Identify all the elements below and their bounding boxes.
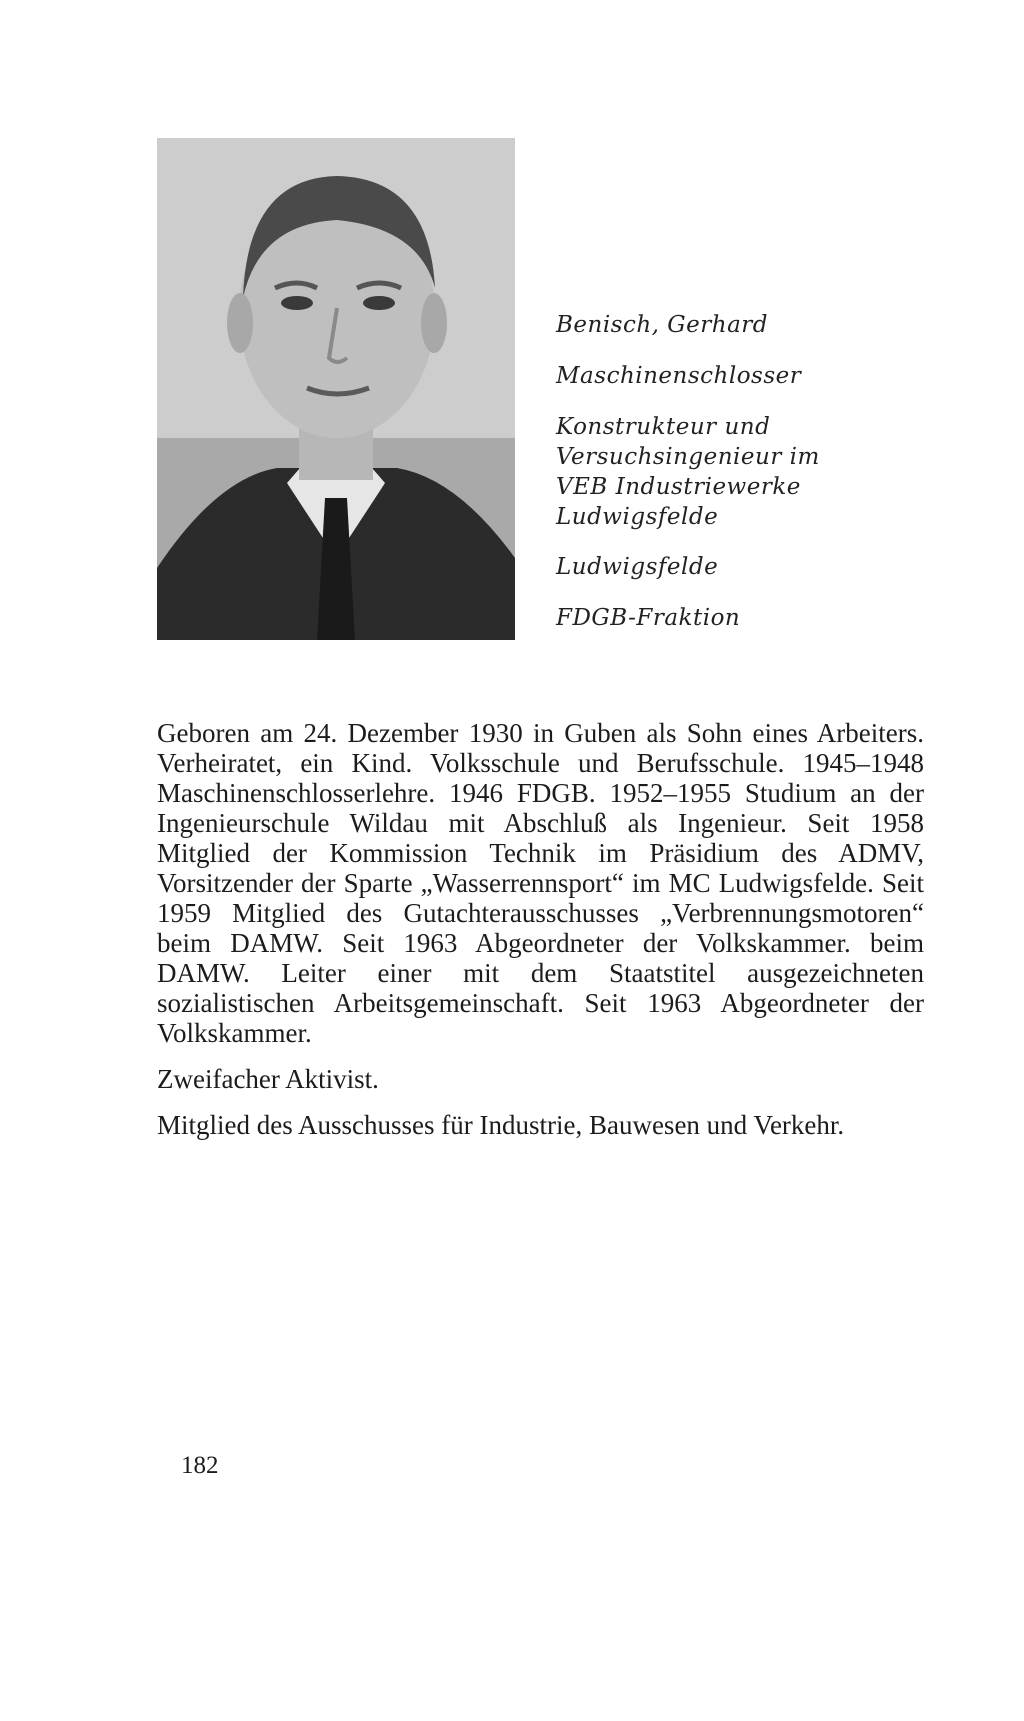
portrait-photo bbox=[157, 138, 515, 640]
biography-paragraph-2: Zweifacher Aktivist. bbox=[157, 1064, 379, 1094]
member-name: Benisch, Gerhard bbox=[556, 312, 769, 338]
member-info bbox=[556, 310, 916, 654]
portrait-illustration bbox=[157, 138, 515, 640]
member-profession: Maschinenschlosser bbox=[556, 363, 802, 389]
page-number: 182 bbox=[181, 1452, 219, 1479]
biography-paragraph-3: Mitglied des Ausschusses für Industrie, Bauwesen und Verkehr. bbox=[157, 1110, 845, 1140]
biography-paragraph-1: Geboren am 24. Dezember 1930 in Guben als Sohn eines Arbeiters. Verheiratet, ein Kind. Volksschule und Berufsschule. 1945–1948 Maschinenschlosserlehre. 1946 FDGB. 1952–1955 Studium an der Ingenieurschule Wildau mit Abschluß als Ingenieur. Seit 1958 Mitglied der Kommission Technik im Präsidium des ADMV, Vorsitzender der Sparte „Wasserrennsport“ im MC Ludwigsfelde. Seit 1959 Mitglied des Gutachterausschusses „Verbrennungsmotoren“ beim DAMW. Seit 1963 Abgeordneter der Volkskammer. beim DAMW. Leiter einer mit dem Staatstitel ausgezeichneten sozialistischen Arbeitsgemeinschaft. Seit 1963 Abgeordneter der Volkskammer. bbox=[157, 718, 924, 1048]
member-faction: FDGB-Fraktion bbox=[556, 605, 741, 631]
member-position: Konstrukteur und Versuchsingenieur im VEB Industriewerke Ludwigsfelde bbox=[556, 414, 820, 530]
biography bbox=[157, 718, 924, 1156]
member-constituency: Ludwigsfelde bbox=[556, 554, 719, 580]
